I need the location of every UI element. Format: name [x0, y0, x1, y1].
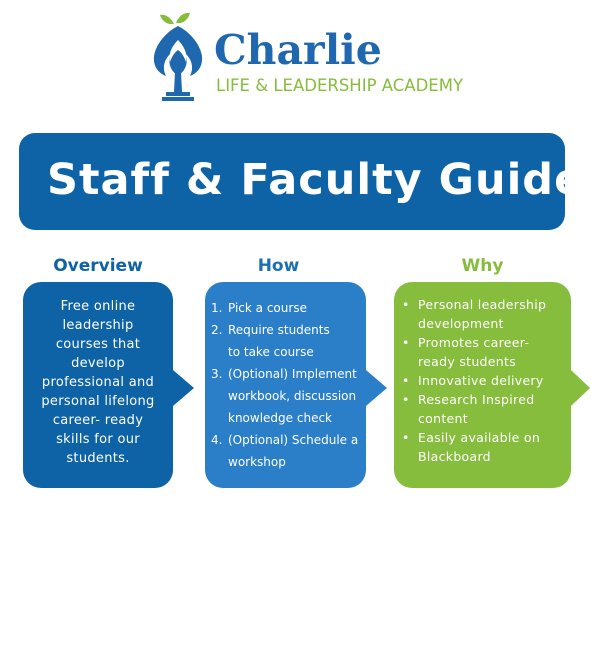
- overview-line: Free online: [60, 299, 136, 314]
- why-heading: Why: [461, 256, 504, 276]
- title-banner: [19, 133, 585, 230]
- why-card: [394, 282, 571, 488]
- why-item: [402, 333, 568, 371]
- step-line: workbook, discussion: [228, 389, 357, 403]
- overview-line: personal lifelong: [41, 394, 155, 409]
- step-line: (Optional) Implement: [228, 367, 357, 381]
- step-line: workshop: [228, 455, 286, 469]
- step-line: knowledge check: [228, 411, 332, 425]
- why-line: content: [418, 411, 468, 426]
- how-step: [211, 363, 363, 429]
- overview-line: develop: [71, 356, 125, 371]
- why-item: [402, 390, 568, 428]
- academy-logo: [148, 10, 478, 105]
- why-line: Promotes career-: [418, 335, 530, 350]
- why-item: [402, 428, 568, 466]
- step-number: 1.: [211, 301, 223, 315]
- why-reasons-list: [402, 295, 568, 466]
- tree-flame-logo-icon: [148, 10, 208, 102]
- step-line: Pick a course: [228, 301, 307, 315]
- why-arrow-icon: [571, 370, 590, 406]
- step-number: 4.: [211, 433, 223, 447]
- bullet-icon: •: [402, 430, 410, 445]
- overview-line: professional and: [41, 375, 155, 390]
- why-line: ready students: [418, 354, 517, 369]
- step-line: (Optional) Schedule a: [228, 433, 359, 447]
- how-steps-list: [211, 297, 363, 473]
- why-item: [402, 371, 568, 390]
- logo-name: Charlie: [214, 26, 382, 74]
- how-step: [211, 429, 363, 473]
- logo-tagline: LIFE & LEADERSHIP ACADEMY: [216, 76, 464, 95]
- why-line: Personal leadership: [418, 297, 547, 312]
- how-card: [205, 282, 366, 488]
- step-number: 3.: [211, 367, 223, 381]
- overview-line: leadership: [62, 318, 134, 333]
- overview-line: skills for our: [56, 432, 140, 447]
- bullet-icon: •: [402, 392, 410, 407]
- why-line: Blackboard: [418, 449, 491, 464]
- how-step: [211, 319, 363, 363]
- overview-arrow-icon: [173, 370, 194, 406]
- how-heading: How: [257, 256, 300, 276]
- overview-heading: Overview: [53, 256, 143, 276]
- why-line: development: [418, 316, 504, 331]
- overview-line: career- ready: [52, 413, 144, 428]
- step-line: to take course: [228, 345, 314, 359]
- overview-text: [31, 297, 165, 468]
- bullet-icon: •: [402, 335, 410, 350]
- why-item: [402, 295, 568, 333]
- overview-card: [23, 282, 173, 488]
- why-line: Research Inspired: [418, 392, 535, 407]
- step-number: 2.: [211, 323, 223, 337]
- page-title: Staff & Faculty Guide: [47, 155, 585, 205]
- why-line: Innovative delivery: [418, 373, 544, 388]
- step-line: Require students: [228, 323, 330, 337]
- overview-line: courses that: [55, 337, 141, 352]
- how-arrow-icon: [366, 370, 387, 406]
- overview-line: students.: [66, 451, 130, 466]
- how-step: [211, 297, 363, 319]
- bullet-icon: •: [402, 373, 410, 388]
- why-line: Easily available on: [418, 430, 541, 445]
- bullet-icon: •: [402, 297, 410, 312]
